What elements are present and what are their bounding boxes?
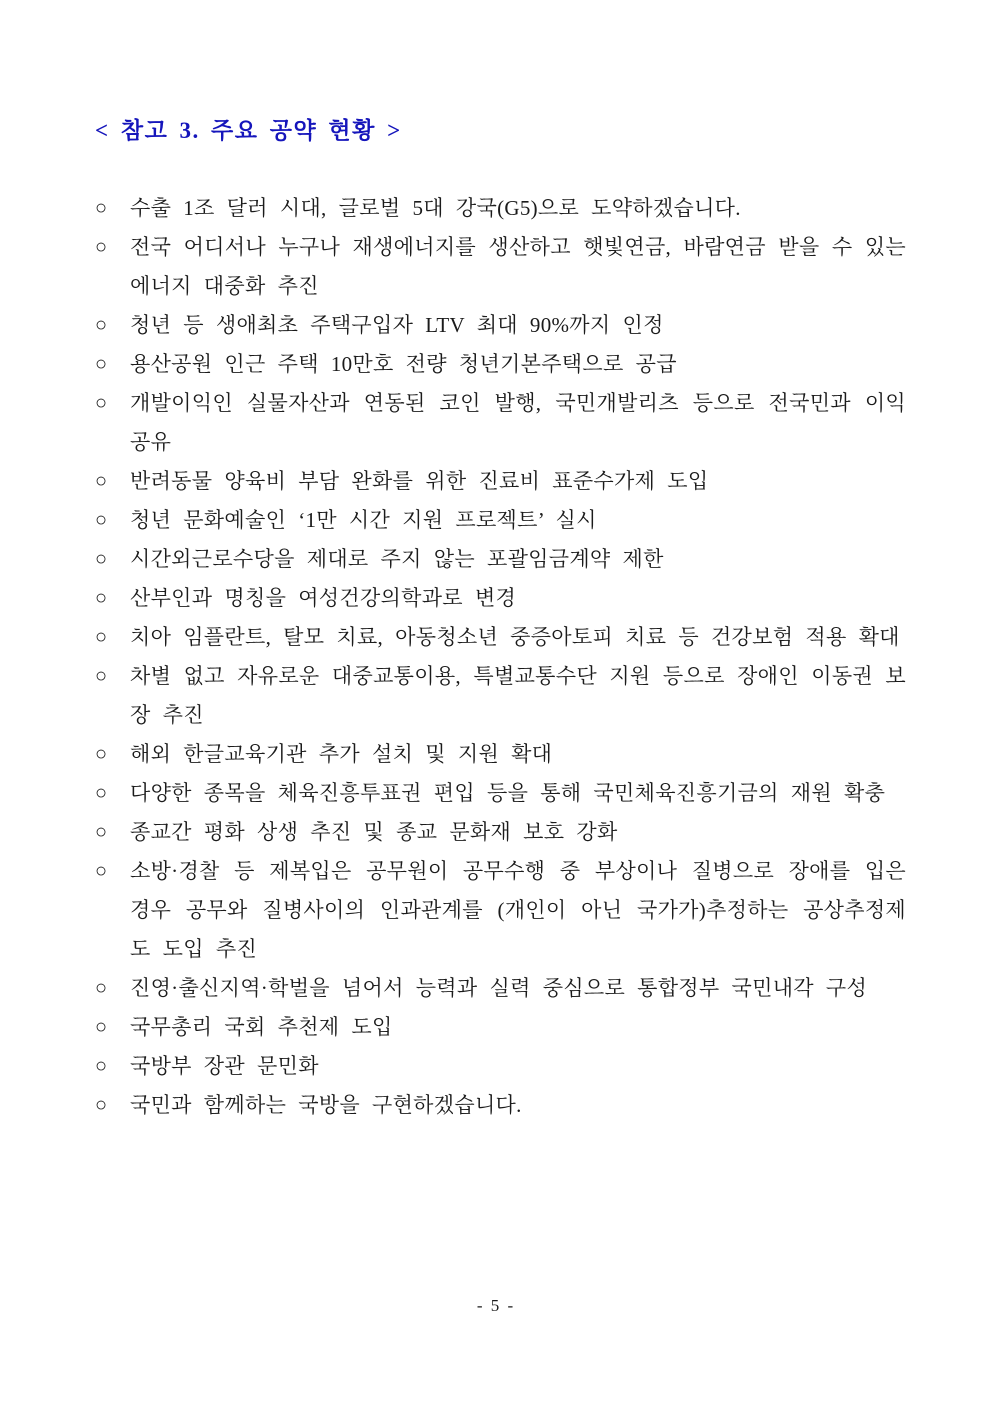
list-item-text: 국무총리 국회 추천제 도입 xyxy=(130,1015,393,1039)
circle-bullet-icon: ○ xyxy=(95,353,108,375)
circle-bullet-icon: ○ xyxy=(95,782,108,804)
circle-bullet-icon: ○ xyxy=(95,509,108,531)
circle-bullet-icon: ○ xyxy=(95,977,108,999)
list-item xyxy=(95,306,906,345)
list-item xyxy=(95,1086,906,1125)
circle-bullet-icon: ○ xyxy=(95,587,108,609)
circle-bullet-icon: ○ xyxy=(95,197,108,219)
list-item-text: 산부인과 명칭을 여성건강의학과로 변경 xyxy=(130,586,517,610)
circle-bullet-icon: ○ xyxy=(95,1016,108,1038)
page-number: - 5 - xyxy=(476,1296,516,1315)
list-item-text: 개발이익인 실물자산과 연동된 코인 발행, 국민개발리츠 등으로 전국민과 이익 공유 xyxy=(130,391,906,454)
list-item-text: 전국 어디서나 누구나 재생에너지를 생산하고 햇빛연금, 바람연금 받을 수 있는 에너지 대중화 추진 xyxy=(130,235,906,298)
page-title: < 참고 3. 주요 공약 현황 > xyxy=(95,118,402,143)
list-item xyxy=(95,969,906,1008)
circle-bullet-icon: ○ xyxy=(95,1055,108,1077)
list-item xyxy=(95,540,906,579)
list-item-text: 다양한 종목을 체육진흥투표권 편입 등을 통해 국민체육진흥기금의 재원 확충 xyxy=(130,781,886,805)
list-item xyxy=(95,384,906,462)
list-item xyxy=(95,1008,906,1047)
list-item xyxy=(95,579,906,618)
list-item-text: 수출 1조 달러 시대, 글로벌 5대 강국(G5)으로 도약하겠습니다. xyxy=(130,196,741,220)
list-item-text: 진영·출신지역·학벌을 넘어서 능력과 실력 중심으로 통합정부 국민내각 구성 xyxy=(130,976,868,1000)
circle-bullet-icon: ○ xyxy=(95,743,108,765)
circle-bullet-icon: ○ xyxy=(95,470,108,492)
list-item-text: 국방부 장관 문민화 xyxy=(130,1054,319,1078)
list-item-text: 차별 없고 자유로운 대중교통이용, 특별교통수단 지원 등으로 장애인 이동권 보장 추진 xyxy=(130,664,906,727)
list-item-text: 해외 한글교육기관 추가 설치 및 지원 확대 xyxy=(130,742,553,766)
list-item xyxy=(95,462,906,501)
circle-bullet-icon: ○ xyxy=(95,860,108,882)
list-item xyxy=(95,657,906,735)
list-item xyxy=(95,618,906,657)
list-item xyxy=(95,228,906,306)
circle-bullet-icon: ○ xyxy=(95,665,108,687)
list-item-text: 치아 임플란트, 탈모 치료, 아동청소년 중증아토피 치료 등 건강보험 적용 확대 xyxy=(130,625,900,649)
list-item-text: 반려동물 양육비 부담 완화를 위한 진료비 표준수가제 도입 xyxy=(130,469,709,493)
circle-bullet-icon: ○ xyxy=(95,548,108,570)
list-item-text: 종교간 평화 상생 추진 및 종교 문화재 보호 강화 xyxy=(130,820,618,844)
list-item-text: 청년 문화예술인 ‘1만 시간 지원 프로젝트’ 실시 xyxy=(130,508,597,532)
circle-bullet-icon: ○ xyxy=(95,821,108,843)
circle-bullet-icon: ○ xyxy=(95,1094,108,1116)
pledge-list xyxy=(95,189,906,1125)
list-item-text: 소방·경찰 등 제복입은 공무원이 공무수행 중 부상이나 질병으로 장애를 입은 경우 공무와 질병사이의 인과관계를 (개인이 아닌 국가가)추정하는 공상추정제도 도입 추진 xyxy=(130,859,906,961)
circle-bullet-icon: ○ xyxy=(95,236,108,258)
circle-bullet-icon: ○ xyxy=(95,314,108,336)
circle-bullet-icon: ○ xyxy=(95,392,108,414)
list-item-text: 용산공원 인근 주택 10만호 전량 청년기본주택으로 공급 xyxy=(130,352,677,376)
list-item-text: 국민과 함께하는 국방을 구현하겠습니다. xyxy=(130,1093,522,1117)
list-item xyxy=(95,189,906,228)
list-item-text: 시간외근로수당을 제대로 주지 않는 포괄임금계약 제한 xyxy=(130,547,664,571)
list-item-text: 청년 등 생애최초 주택구입자 LTV 최대 90%까지 인정 xyxy=(130,313,664,337)
circle-bullet-icon: ○ xyxy=(95,626,108,648)
list-item xyxy=(95,852,906,969)
list-item xyxy=(95,735,906,774)
list-item xyxy=(95,813,906,852)
list-item xyxy=(95,345,906,384)
list-item xyxy=(95,1047,906,1086)
list-item xyxy=(95,501,906,540)
list-item xyxy=(95,774,906,813)
